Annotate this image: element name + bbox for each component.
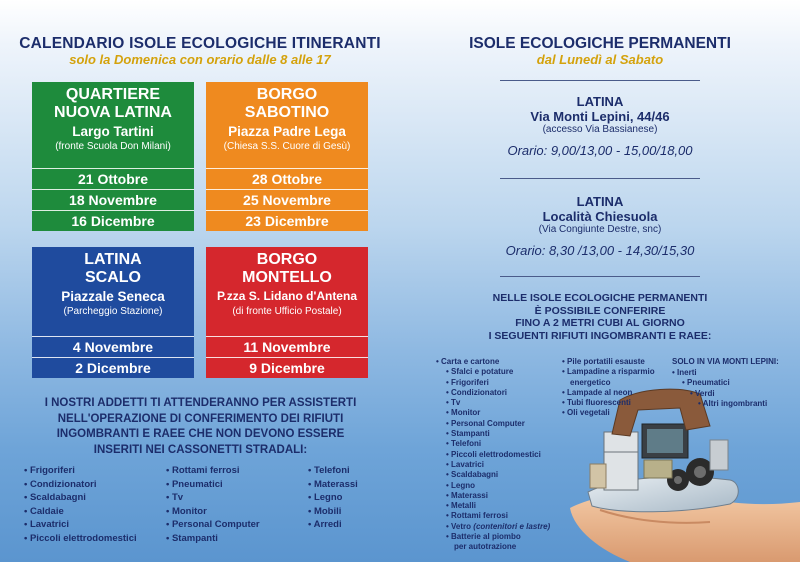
right-subtitle: dal Lunedì al Sabato: [536, 52, 664, 67]
items-list-col3: [308, 464, 358, 532]
card-header: [32, 82, 194, 168]
list-item: • Scaldabagni: [24, 491, 137, 505]
list-item: • Lampade al neon: [562, 388, 655, 398]
card-name-line1: LATINA: [84, 251, 142, 268]
card-place: Largo Tartini: [72, 124, 154, 139]
card-place: Piazza Padre Lega: [228, 124, 346, 139]
card-name-line2: NUOVA LATINA: [54, 104, 172, 121]
card-date: 18 Novembre: [32, 189, 194, 210]
list-item: • Personal Computer: [166, 518, 260, 532]
list-item: • Monitor: [436, 408, 550, 418]
notice-line: NELL'OPERAZIONE DI CONFERIMENTO DEI RIFIUTI: [57, 412, 344, 425]
card-note: (di fronte Ufficio Postale): [232, 306, 342, 317]
location-note: (Via Congiunte Destre, snc): [538, 224, 662, 235]
permanent-notice: [400, 292, 800, 342]
card-name-line2: MONTELLO: [242, 269, 332, 286]
list-item: • Lavatrici: [436, 460, 550, 470]
notice-line: È POSSIBILE CONFERIRE: [534, 304, 666, 317]
list-item: • Monitor: [166, 505, 260, 519]
permanent-list-col1: [436, 357, 550, 553]
list-item: • Oli vegetali: [562, 408, 655, 418]
card-place: P.zza S. Lidano d'Antena: [217, 289, 357, 303]
list-item: • Caldaie: [24, 505, 137, 519]
card-quartiere-nuova-latina: [32, 82, 194, 231]
notice-line: INSERITI NEI CASSONETTI STRADALI:: [93, 443, 308, 456]
list-item-continuation: energetico: [570, 377, 611, 387]
card-header: [206, 82, 368, 168]
divider: [500, 80, 700, 81]
list-item: • Piccoli elettrodomestici: [436, 450, 550, 460]
list-item: • Legno: [308, 491, 358, 505]
location-city: LATINA: [576, 194, 624, 209]
list-item: • Telefoni: [436, 439, 550, 449]
right-title: ISOLE ECOLOGICHE PERMANENTI: [469, 35, 731, 52]
location-city: LATINA: [576, 94, 624, 109]
list-item: • Scaldabagni: [436, 470, 550, 480]
list-item: • Altri ingombranti: [672, 399, 767, 409]
list-item: • Pneumatici: [166, 478, 260, 492]
location-hours: Orario: 8,30 /13,00 - 14,30/15,30: [505, 243, 695, 258]
list-item: • Frigoriferi: [436, 378, 550, 388]
list-item: • Tv: [166, 491, 260, 505]
location-address: Località Chiesuola: [542, 209, 658, 224]
location-address: Via Monti Lepini, 44/46: [530, 109, 670, 124]
list-item: • Telefoni: [308, 464, 358, 478]
list-item: • Arredi: [308, 518, 358, 532]
card-name-line1: QUARTIERE: [65, 86, 161, 103]
card-note: (Chiesa S.S. Cuore di Gesù): [223, 141, 351, 152]
card-date: 21 Ottobre: [32, 168, 194, 189]
card-date: 9 Dicembre: [206, 357, 368, 378]
card-place: Piazzale Seneca: [61, 289, 165, 304]
list-item: • Tv: [436, 398, 550, 408]
card-name-line2: SCALO: [85, 269, 141, 286]
card-date: 28 Ottobre: [206, 168, 368, 189]
items-list-col1: [24, 464, 137, 546]
list-item: • Verdi: [672, 389, 767, 399]
location-note: (accesso Via Bassianese): [542, 124, 658, 135]
list-item: • Materassi: [436, 491, 550, 501]
list-item: • Piccoli elettrodomestici: [24, 532, 137, 546]
card-borgo-sabotino: [206, 82, 368, 231]
list-item: • Lampadine a risparmio: [562, 367, 655, 377]
divider: [500, 276, 700, 277]
card-latina-scalo: [32, 247, 194, 378]
notice-line: I NOSTRI ADDETTI TI ATTENDERANNO PER ASSISTERTI: [44, 397, 357, 409]
list-item: • Tubi fluorescenti: [562, 398, 655, 408]
assistance-notice: [28, 396, 373, 458]
list-item: • Carta e cartone: [436, 357, 550, 367]
list-item: • Lavatrici: [24, 518, 137, 532]
list-item: • Materassi: [308, 478, 358, 492]
vetro-note: (contenitori e lastre): [473, 521, 551, 531]
list-item-continuation: per autotrazione: [454, 542, 517, 552]
list-item: • Batterie al piombo: [436, 532, 550, 542]
notice-line: I SEGUENTI RIFIUTI INGOMBRANTI E RAEE:: [488, 329, 712, 342]
card-note: (fronte Scuola Don Milani): [55, 141, 171, 152]
card-name-line2: SABOTINO: [244, 104, 330, 121]
list-item: • Inerti: [672, 368, 767, 378]
only-monti-lepini-label: SOLO IN VIA MONTI LEPINI:: [672, 357, 779, 366]
card-name-line1: BORGO: [256, 86, 318, 103]
list-item: • Pile portatili esauste: [562, 357, 655, 367]
items-list-col2: [166, 464, 260, 546]
card-borgo-montello: [206, 247, 368, 378]
list-item: • Rottami ferrosi: [166, 464, 260, 478]
list-item: • Metalli: [436, 501, 550, 511]
card-header: [32, 247, 194, 336]
list-item-vetro: [436, 522, 550, 532]
card-date: 2 Dicembre: [32, 357, 194, 378]
notice-line: NELLE ISOLE ECOLOGICHE PERMANENTI: [492, 292, 708, 304]
card-date: 4 Novembre: [32, 336, 194, 357]
card-name-line1: BORGO: [256, 251, 318, 268]
permanent-list-col2: [562, 357, 655, 419]
left-title: CALENDARIO ISOLE ECOLOGICHE ITINERANTI: [19, 35, 381, 52]
permanent-list-col3: [672, 368, 767, 409]
left-subtitle: solo la Domenica con orario dalle 8 alle 17: [69, 52, 331, 67]
card-date: 25 Novembre: [206, 189, 368, 210]
list-item: • Stampanti: [166, 532, 260, 546]
list-item: • Condizionatori: [436, 388, 550, 398]
location-chiesuola: [400, 194, 800, 258]
card-date: 23 Dicembre: [206, 210, 368, 231]
card-date: 16 Dicembre: [32, 210, 194, 231]
list-item: • Personal Computer: [436, 419, 550, 429]
location-hours: Orario: 9,00/13,00 - 15,00/18,00: [507, 143, 693, 158]
list-item: • Stampanti: [436, 429, 550, 439]
list-item: • Mobili: [308, 505, 358, 519]
list-item: • Rottami ferrosi: [436, 511, 550, 521]
vetro-label: Vetro: [451, 521, 472, 531]
card-note: (Parcheggio Stazione): [63, 306, 163, 317]
list-item: • Frigoriferi: [24, 464, 137, 478]
notice-line: INGOMBRANTI E RAEE CHE NON DEVONO ESSERE: [56, 428, 345, 440]
list-item: • Sfalci e potature: [436, 367, 550, 377]
notice-line: FINO A 2 METRI CUBI AL GIORNO: [515, 317, 685, 329]
location-monti-lepini: [400, 94, 800, 158]
list-item: • Legno: [436, 481, 550, 491]
list-item: • Pneumatici: [672, 378, 767, 388]
card-header: [206, 247, 368, 336]
card-date: 11 Novembre: [206, 336, 368, 357]
divider: [500, 178, 700, 179]
list-item: • Condizionatori: [24, 478, 137, 492]
